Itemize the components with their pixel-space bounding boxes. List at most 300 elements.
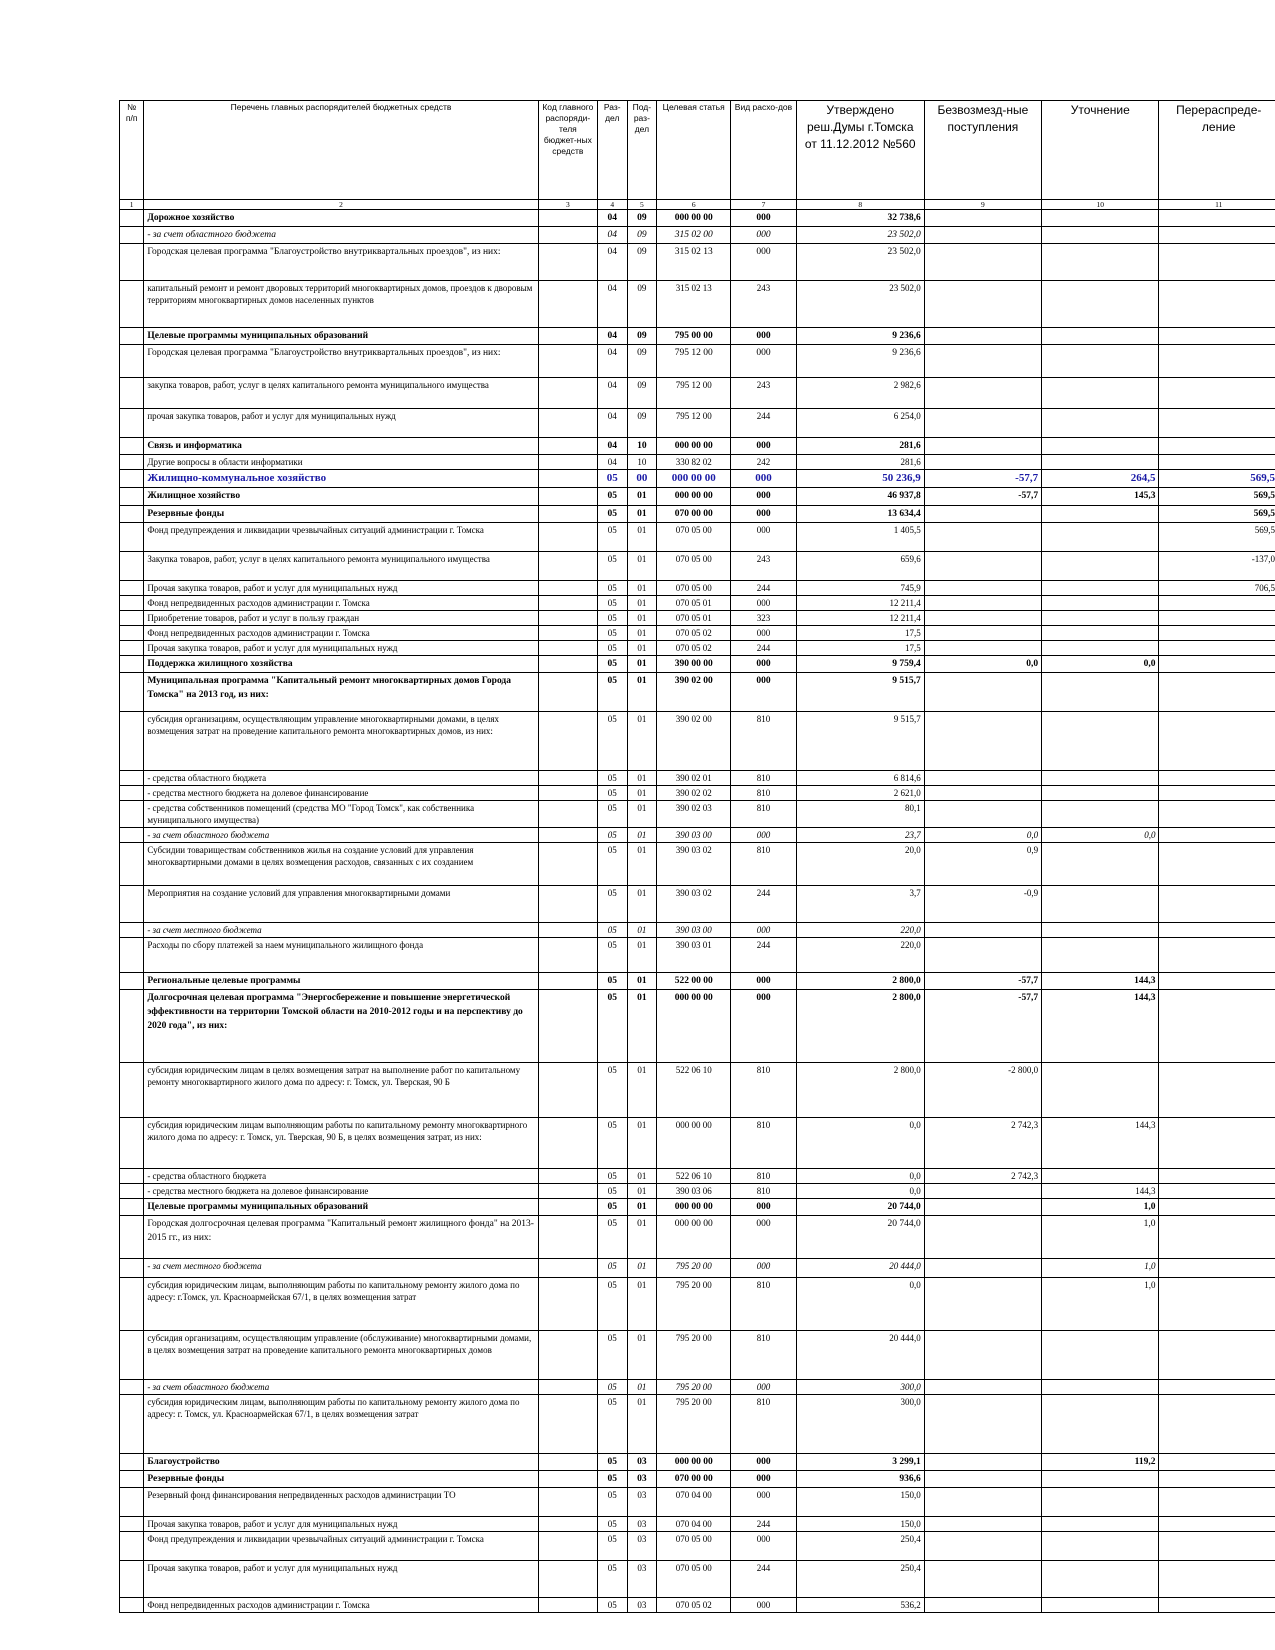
row-free-receipts bbox=[924, 611, 1041, 626]
row-expense-type: 810 bbox=[731, 1331, 797, 1380]
row-section: 05 bbox=[597, 1169, 627, 1184]
row-target-article: 795 20 00 bbox=[657, 1259, 731, 1278]
col-num: 3 bbox=[538, 200, 597, 210]
col-header-free-receipts: Безвозмезд-ные поступления bbox=[924, 101, 1041, 200]
row-clarification bbox=[1042, 1169, 1159, 1184]
row-subsection: 01 bbox=[627, 990, 657, 1063]
row-target-article: 795 20 00 bbox=[657, 1395, 731, 1454]
row-expense-type: 000 bbox=[731, 244, 797, 281]
row-section: 05 bbox=[597, 801, 627, 828]
table-row bbox=[120, 828, 1275, 843]
row-redistribution bbox=[1159, 596, 1275, 611]
row-target-article: 070 04 00 bbox=[657, 1488, 731, 1517]
row-free-receipts bbox=[924, 581, 1041, 596]
row-target-article: 000 00 00 bbox=[657, 438, 731, 455]
row-expense-type: 810 bbox=[731, 786, 797, 801]
row-expense-type: 244 bbox=[731, 409, 797, 438]
row-redistribution bbox=[1159, 1471, 1275, 1488]
row-name: Резервные фонды bbox=[144, 1471, 538, 1488]
row-free-receipts bbox=[924, 938, 1041, 973]
row-target-article: 070 05 02 bbox=[657, 641, 731, 656]
row-free-receipts bbox=[924, 712, 1041, 771]
row-free-receipts bbox=[924, 1278, 1041, 1331]
row-subsection: 01 bbox=[627, 488, 657, 506]
table-row bbox=[120, 1184, 1275, 1199]
row-target-article: 390 03 01 bbox=[657, 938, 731, 973]
row-clarification bbox=[1042, 626, 1159, 641]
row-expense-type: 000 bbox=[731, 438, 797, 455]
row-clarification bbox=[1042, 886, 1159, 923]
row-expense-type: 243 bbox=[731, 552, 797, 581]
row-number bbox=[120, 1278, 144, 1331]
row-approved: 0,0 bbox=[796, 1184, 924, 1199]
row-clarification bbox=[1042, 938, 1159, 973]
row-admin-code bbox=[538, 973, 597, 990]
row-admin-code bbox=[538, 1063, 597, 1118]
row-section: 05 bbox=[597, 828, 627, 843]
table-row bbox=[120, 1259, 1275, 1278]
row-expense-type: 323 bbox=[731, 611, 797, 626]
row-admin-code bbox=[538, 1184, 597, 1199]
row-free-receipts bbox=[924, 455, 1041, 470]
row-free-receipts bbox=[924, 1331, 1041, 1380]
row-approved: 300,0 bbox=[796, 1380, 924, 1395]
row-subsection: 00 bbox=[627, 470, 657, 488]
row-name: Прочая закупка товаров, работ и услуг для муниципальных нужд bbox=[144, 1561, 538, 1598]
row-number bbox=[120, 345, 144, 378]
row-expense-type: 000 bbox=[731, 656, 797, 673]
row-subsection: 01 bbox=[627, 596, 657, 611]
row-name: субсидия юридическим лицам в целях возмещения затрат на выполнение работ по капитальному ремонту многоквартирного жилого дома по адресу: г. Томск, ул. Тверская, 90 Б bbox=[144, 1063, 538, 1118]
row-free-receipts: 0,0 bbox=[924, 656, 1041, 673]
row-free-receipts bbox=[924, 626, 1041, 641]
row-number bbox=[120, 923, 144, 938]
row-approved: 6 254,0 bbox=[796, 409, 924, 438]
row-section: 05 bbox=[597, 581, 627, 596]
row-free-receipts: -57,7 bbox=[924, 973, 1041, 990]
row-approved: 250,4 bbox=[796, 1561, 924, 1598]
row-subsection: 09 bbox=[627, 328, 657, 345]
row-admin-code bbox=[538, 596, 597, 611]
row-target-article: 070 05 00 bbox=[657, 523, 731, 552]
row-approved: 0,0 bbox=[796, 1278, 924, 1331]
row-free-receipts bbox=[924, 552, 1041, 581]
row-approved: 23 502,0 bbox=[796, 281, 924, 328]
row-section: 05 bbox=[597, 1598, 627, 1613]
table-row bbox=[120, 1395, 1275, 1454]
row-approved: 13 634,4 bbox=[796, 506, 924, 523]
row-section: 05 bbox=[597, 552, 627, 581]
row-approved: 0,0 bbox=[796, 1118, 924, 1169]
row-subsection: 01 bbox=[627, 973, 657, 990]
row-subsection: 01 bbox=[627, 712, 657, 771]
row-section: 04 bbox=[597, 409, 627, 438]
table-row bbox=[120, 345, 1275, 378]
row-clarification: 119,2 bbox=[1042, 1454, 1159, 1471]
row-redistribution bbox=[1159, 712, 1275, 771]
row-free-receipts bbox=[924, 1471, 1041, 1488]
row-name: субсидия юридическим лицам, выполняющим работы по капитальному ремонту жилого дома по адресу: г.Томск, ул. Красноармейская 67/1, в целях возмещения затрат bbox=[144, 1278, 538, 1331]
row-clarification bbox=[1042, 1471, 1159, 1488]
row-approved: 1 405,5 bbox=[796, 523, 924, 552]
row-expense-type: 000 bbox=[731, 523, 797, 552]
row-name: Фонд предупреждения и ликвидации чрезвычайных ситуаций администрации г. Томска bbox=[144, 523, 538, 552]
table-row bbox=[120, 281, 1275, 328]
row-redistribution bbox=[1159, 656, 1275, 673]
table-row bbox=[120, 1471, 1275, 1488]
row-target-article: 000 00 00 bbox=[657, 210, 731, 227]
row-number bbox=[120, 771, 144, 786]
row-approved: 281,6 bbox=[796, 455, 924, 470]
row-section: 05 bbox=[597, 1517, 627, 1532]
row-subsection: 01 bbox=[627, 641, 657, 656]
row-admin-code bbox=[538, 1395, 597, 1454]
row-name: - за счет областного бюджета bbox=[144, 1380, 538, 1395]
row-name: Благоустройство bbox=[144, 1454, 538, 1471]
row-number bbox=[120, 712, 144, 771]
row-approved: 20,0 bbox=[796, 843, 924, 886]
col-header-approved: Утверждено реш.Думы г.Томска от 11.12.2012 №560 bbox=[796, 101, 924, 200]
row-section: 04 bbox=[597, 244, 627, 281]
row-approved: 50 236,9 bbox=[796, 470, 924, 488]
row-name: капитальный ремонт и ремонт дворовых территорий многоквартирных домов, проездов к дворовым территориям многоквартирных домов населенных пунктов bbox=[144, 281, 538, 328]
row-free-receipts: -57,7 bbox=[924, 488, 1041, 506]
row-section: 04 bbox=[597, 345, 627, 378]
row-admin-code bbox=[538, 345, 597, 378]
col-num: 4 bbox=[597, 200, 627, 210]
row-free-receipts bbox=[924, 281, 1041, 328]
row-name: Прочая закупка товаров, работ и услуг для муниципальных нужд bbox=[144, 1517, 538, 1532]
row-subsection: 01 bbox=[627, 1395, 657, 1454]
row-name: Другие вопросы в области информатики bbox=[144, 455, 538, 470]
row-redistribution bbox=[1159, 1259, 1275, 1278]
row-redistribution bbox=[1159, 1598, 1275, 1613]
row-subsection: 09 bbox=[627, 210, 657, 227]
row-clarification bbox=[1042, 227, 1159, 244]
header-row bbox=[120, 101, 1275, 200]
row-section: 05 bbox=[597, 1063, 627, 1118]
row-name: - средства собственников помещений (средства МО "Город Томск", как собственника муниципального имущества) bbox=[144, 801, 538, 828]
row-clarification bbox=[1042, 712, 1159, 771]
row-section: 04 bbox=[597, 281, 627, 328]
row-number bbox=[120, 438, 144, 455]
row-number bbox=[120, 1598, 144, 1613]
row-number bbox=[120, 801, 144, 828]
row-clarification bbox=[1042, 1380, 1159, 1395]
row-admin-code bbox=[538, 581, 597, 596]
row-subsection: 01 bbox=[627, 938, 657, 973]
row-clarification bbox=[1042, 801, 1159, 828]
row-subsection: 01 bbox=[627, 1259, 657, 1278]
row-free-receipts bbox=[924, 923, 1041, 938]
row-redistribution bbox=[1159, 345, 1275, 378]
row-number bbox=[120, 1471, 144, 1488]
row-expense-type: 000 bbox=[731, 1471, 797, 1488]
row-section: 05 bbox=[597, 470, 627, 488]
row-approved: 3 299,1 bbox=[796, 1454, 924, 1471]
row-admin-code bbox=[538, 923, 597, 938]
row-admin-code bbox=[538, 1471, 597, 1488]
row-expense-type: 243 bbox=[731, 378, 797, 409]
row-redistribution bbox=[1159, 1184, 1275, 1199]
row-clarification: 1,0 bbox=[1042, 1278, 1159, 1331]
row-approved: 745,9 bbox=[796, 581, 924, 596]
row-name: Поддержка жилищного хозяйства bbox=[144, 656, 538, 673]
row-target-article: 330 82 02 bbox=[657, 455, 731, 470]
row-section: 05 bbox=[597, 1118, 627, 1169]
row-section: 05 bbox=[597, 1331, 627, 1380]
row-section: 05 bbox=[597, 771, 627, 786]
row-admin-code bbox=[538, 1169, 597, 1184]
row-admin-code bbox=[538, 1517, 597, 1532]
table-row bbox=[120, 786, 1275, 801]
row-section: 05 bbox=[597, 1216, 627, 1259]
row-target-article: 070 05 00 bbox=[657, 552, 731, 581]
row-subsection: 01 bbox=[627, 581, 657, 596]
row-subsection: 01 bbox=[627, 1278, 657, 1331]
row-admin-code bbox=[538, 1598, 597, 1613]
row-free-receipts bbox=[924, 328, 1041, 345]
row-target-article: 390 03 02 bbox=[657, 886, 731, 923]
row-clarification: 145,3 bbox=[1042, 488, 1159, 506]
row-number bbox=[120, 1532, 144, 1561]
col-header-code: Код главного распоряди-теля бюджет-ных средств bbox=[538, 101, 597, 200]
table-row bbox=[120, 506, 1275, 523]
row-clarification bbox=[1042, 1532, 1159, 1561]
row-section: 04 bbox=[597, 328, 627, 345]
row-subsection: 01 bbox=[627, 786, 657, 801]
col-num: 2 bbox=[144, 200, 538, 210]
row-number bbox=[120, 990, 144, 1063]
row-free-receipts: -57,7 bbox=[924, 470, 1041, 488]
row-number bbox=[120, 455, 144, 470]
row-clarification bbox=[1042, 923, 1159, 938]
row-admin-code bbox=[538, 1454, 597, 1471]
row-name: Расходы по сбору платежей за наем муниципального жилищного фонда bbox=[144, 938, 538, 973]
row-subsection: 10 bbox=[627, 455, 657, 470]
row-target-article: 390 02 00 bbox=[657, 712, 731, 771]
row-redistribution bbox=[1159, 1118, 1275, 1169]
row-name: субсидия организациям, осуществляющим управление (обслуживание) многоквартирными домами, в целях возмещения затрат на проведение капитального ремонта многоквартирных домов bbox=[144, 1331, 538, 1380]
row-free-receipts: 0,9 bbox=[924, 843, 1041, 886]
table-row bbox=[120, 210, 1275, 227]
table-row bbox=[120, 1118, 1275, 1169]
row-approved: 80,1 bbox=[796, 801, 924, 828]
row-section: 05 bbox=[597, 506, 627, 523]
row-name: - за счет местного бюджета bbox=[144, 1259, 538, 1278]
row-clarification bbox=[1042, 1517, 1159, 1532]
table-row bbox=[120, 611, 1275, 626]
row-target-article: 315 02 13 bbox=[657, 244, 731, 281]
col-num: 10 bbox=[1042, 200, 1159, 210]
row-redistribution bbox=[1159, 1199, 1275, 1216]
row-redistribution bbox=[1159, 227, 1275, 244]
row-redistribution bbox=[1159, 1331, 1275, 1380]
row-free-receipts bbox=[924, 244, 1041, 281]
row-section: 05 bbox=[597, 923, 627, 938]
row-admin-code bbox=[538, 328, 597, 345]
row-subsection: 01 bbox=[627, 1380, 657, 1395]
row-target-article: 390 00 00 bbox=[657, 656, 731, 673]
row-section: 05 bbox=[597, 1532, 627, 1561]
row-target-article: 522 06 10 bbox=[657, 1063, 731, 1118]
row-clarification bbox=[1042, 281, 1159, 328]
row-approved: 20 444,0 bbox=[796, 1331, 924, 1380]
row-number bbox=[120, 973, 144, 990]
row-expense-type: 000 bbox=[731, 1259, 797, 1278]
row-redistribution bbox=[1159, 281, 1275, 328]
row-target-article: 070 05 02 bbox=[657, 1598, 731, 1613]
row-free-receipts: 2 742,3 bbox=[924, 1118, 1041, 1169]
row-free-receipts bbox=[924, 1216, 1041, 1259]
table-row bbox=[120, 1380, 1275, 1395]
row-target-article: 795 20 00 bbox=[657, 1380, 731, 1395]
row-admin-code bbox=[538, 771, 597, 786]
row-subsection: 01 bbox=[627, 1216, 657, 1259]
row-free-receipts bbox=[924, 1561, 1041, 1598]
row-expense-type: 000 bbox=[731, 1598, 797, 1613]
row-name: Дорожное хозяйство bbox=[144, 210, 538, 227]
row-redistribution bbox=[1159, 801, 1275, 828]
row-expense-type: 000 bbox=[731, 1199, 797, 1216]
row-target-article: 000 00 00 bbox=[657, 1118, 731, 1169]
row-number bbox=[120, 656, 144, 673]
row-clarification: 0,0 bbox=[1042, 828, 1159, 843]
row-admin-code bbox=[538, 281, 597, 328]
row-section: 05 bbox=[597, 786, 627, 801]
row-redistribution bbox=[1159, 1454, 1275, 1471]
row-name: Фонд предупреждения и ликвидации чрезвычайных ситуаций администрации г. Томска bbox=[144, 1532, 538, 1561]
row-subsection: 01 bbox=[627, 506, 657, 523]
row-subsection: 01 bbox=[627, 923, 657, 938]
row-admin-code bbox=[538, 712, 597, 771]
row-approved: 250,4 bbox=[796, 1532, 924, 1561]
row-free-receipts bbox=[924, 227, 1041, 244]
row-approved: 0,0 bbox=[796, 1169, 924, 1184]
row-expense-type: 810 bbox=[731, 1063, 797, 1118]
row-redistribution: 569,5 bbox=[1159, 488, 1275, 506]
row-expense-type: 810 bbox=[731, 771, 797, 786]
row-name: - за счет местного бюджета bbox=[144, 923, 538, 938]
row-expense-type: 244 bbox=[731, 641, 797, 656]
row-subsection: 01 bbox=[627, 843, 657, 886]
row-admin-code bbox=[538, 506, 597, 523]
row-clarification bbox=[1042, 1395, 1159, 1454]
row-redistribution bbox=[1159, 786, 1275, 801]
table-row bbox=[120, 656, 1275, 673]
row-admin-code bbox=[538, 626, 597, 641]
row-number bbox=[120, 1216, 144, 1259]
row-subsection: 01 bbox=[627, 611, 657, 626]
row-expense-type: 810 bbox=[731, 1278, 797, 1331]
row-redistribution bbox=[1159, 641, 1275, 656]
row-target-article: 000 00 00 bbox=[657, 470, 731, 488]
row-clarification bbox=[1042, 438, 1159, 455]
table-row bbox=[120, 596, 1275, 611]
row-free-receipts bbox=[924, 1598, 1041, 1613]
table-row bbox=[120, 1278, 1275, 1331]
row-name: Закупка товаров, работ, услуг в целях капитального ремонта муниципального имущества bbox=[144, 552, 538, 581]
row-redistribution bbox=[1159, 973, 1275, 990]
row-expense-type: 000 bbox=[731, 1216, 797, 1259]
col-num: 6 bbox=[657, 200, 731, 210]
row-number bbox=[120, 1259, 144, 1278]
row-number bbox=[120, 378, 144, 409]
row-free-receipts bbox=[924, 1259, 1041, 1278]
row-free-receipts bbox=[924, 1184, 1041, 1199]
row-redistribution bbox=[1159, 1517, 1275, 1532]
row-section: 05 bbox=[597, 1380, 627, 1395]
row-free-receipts bbox=[924, 786, 1041, 801]
row-approved: 20 744,0 bbox=[796, 1199, 924, 1216]
row-clarification bbox=[1042, 378, 1159, 409]
row-expense-type: 242 bbox=[731, 455, 797, 470]
row-expense-type: 000 bbox=[731, 973, 797, 990]
row-expense-type: 000 bbox=[731, 227, 797, 244]
row-free-receipts bbox=[924, 1395, 1041, 1454]
row-free-receipts bbox=[924, 596, 1041, 611]
row-expense-type: 000 bbox=[731, 923, 797, 938]
row-expense-type: 000 bbox=[731, 488, 797, 506]
row-free-receipts bbox=[924, 641, 1041, 656]
row-target-article: 795 12 00 bbox=[657, 378, 731, 409]
row-target-article: 000 00 00 bbox=[657, 1199, 731, 1216]
row-redistribution bbox=[1159, 611, 1275, 626]
row-name: Муниципальная программа "Капитальный ремонт многоквартирных домов Города Томска" на 2013 год, из них: bbox=[144, 673, 538, 712]
row-expense-type: 244 bbox=[731, 1517, 797, 1532]
row-number bbox=[120, 488, 144, 506]
row-redistribution bbox=[1159, 328, 1275, 345]
table-row bbox=[120, 1063, 1275, 1118]
row-name: субсидия юридическим лицам, выполняющим работы по капитальному ремонту жилого дома по адресу: г. Томск, ул. Красноармейская 67/1, в целях возмещения затрат bbox=[144, 1395, 538, 1454]
table-row bbox=[120, 843, 1275, 886]
row-subsection: 01 bbox=[627, 1118, 657, 1169]
row-approved: 23 502,0 bbox=[796, 227, 924, 244]
row-redistribution: 569,5 bbox=[1159, 470, 1275, 488]
table-row bbox=[120, 581, 1275, 596]
col-num: 11 bbox=[1159, 200, 1275, 210]
row-subsection: 03 bbox=[627, 1532, 657, 1561]
row-subsection: 01 bbox=[627, 656, 657, 673]
row-admin-code bbox=[538, 673, 597, 712]
col-num: 7 bbox=[731, 200, 797, 210]
row-redistribution bbox=[1159, 1278, 1275, 1331]
row-redistribution bbox=[1159, 886, 1275, 923]
row-clarification bbox=[1042, 1561, 1159, 1598]
row-redistribution bbox=[1159, 1532, 1275, 1561]
row-admin-code bbox=[538, 1118, 597, 1169]
row-name: субсидия юридическим лицам выполняющим работы по капитальному ремонту многоквартирного жилого дома по адресу: г. Томск, ул. Тверская, 90 Б, в целях возмещения затрат, из них: bbox=[144, 1118, 538, 1169]
row-expense-type: 000 bbox=[731, 596, 797, 611]
col-header-expense-type: Вид расхо-дов bbox=[731, 101, 797, 200]
row-name: Мероприятия на создание условий для управления многоквартирными домами bbox=[144, 886, 538, 923]
row-admin-code bbox=[538, 1380, 597, 1395]
row-admin-code bbox=[538, 886, 597, 923]
row-number bbox=[120, 1063, 144, 1118]
row-target-article: 000 00 00 bbox=[657, 1454, 731, 1471]
row-target-article: 070 05 00 bbox=[657, 581, 731, 596]
table-row bbox=[120, 712, 1275, 771]
row-admin-code bbox=[538, 1488, 597, 1517]
row-number bbox=[120, 227, 144, 244]
row-name: Целевые программы муниципальных образований bbox=[144, 328, 538, 345]
table-row bbox=[120, 923, 1275, 938]
row-approved: 23 502,0 bbox=[796, 244, 924, 281]
row-target-article: 390 02 03 bbox=[657, 801, 731, 828]
row-number bbox=[120, 506, 144, 523]
row-admin-code bbox=[538, 611, 597, 626]
row-target-article: 315 02 00 bbox=[657, 227, 731, 244]
